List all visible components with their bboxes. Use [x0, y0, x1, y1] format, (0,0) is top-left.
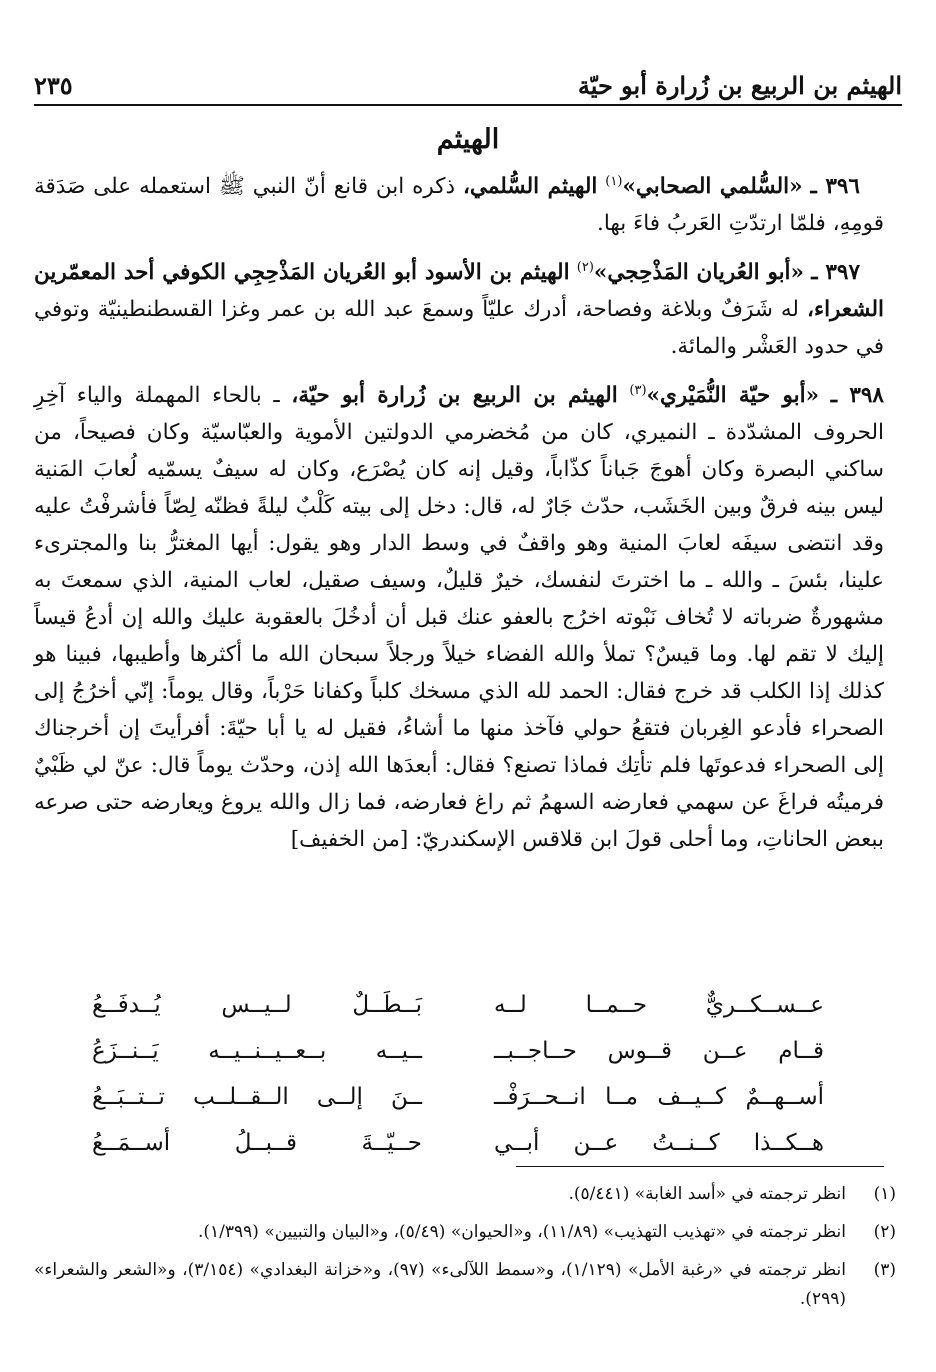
hemistich-second: حــيّــةَ قــبــلُ أســمَــعُ	[92, 1130, 422, 1156]
footnote	[34, 1256, 896, 1314]
verse	[92, 1074, 824, 1120]
hemistich-first: عــســكــريٌّ حــمــا لــه	[494, 992, 824, 1018]
entry-text: ـ بالحاء المهملة والياء آخِرِ الحروف المشدّدة ـ النميري، كان من مُخضرمي الدولتين الأموية والعبّاسيّة وكان فصيحاً، من ساكني البصرة وكان أهوجَ جَباناً كذّاباً، وقيل إنه كان يُصْرَع، وكان له سيفٌ يسمّيه لُعابَ المَنية ليس بينه فرقٌ وبين الخَشَب، حدّث جَارٌ له، قال: دخل إلى بيته كَلْبٌ ليلةً فظنّه لِصّاً فأشرفْتُ عليه وقد انتضى سيفَه لعابَ المنية وهو واقفٌ في وسط الدار وهو يقول: أيها المغترُّ بنا والمجترىء علينا، بئسَ ـ والله ـ ما اخترتَ لنفسك، خيرٌ قليلٌ، وسيف صقيل، لعاب المنية، الذي سمعتَ به مشهورةٌ ضرباته لا تُخاف نَبْوته اخرُج بالعفو عنك قبل أن أدخُلَ بالعقوبة عليك والله إن أدعُ قيساً إليك لا تقم لها. وما قيسٌ؟ تملأ والله الفضاء خيلاً ورجلاً سبحان الله ما أكثرها وأطيبها، فبينا هو كذلك إذا الكلب قد خرج فقال: الحمد لله الذي مسخك كلباً وكفانا حَرْباً، وقال يوماً: إنّي أخرُجُ إلى الصحراء فأدعو الغِربان فتقعُ حولي فآخذ منها ما أشاءُ، فقيل له يا أبا حيّةَ: أفرأيتَ إن أخرجناك إلى الصحراء فدعوتَها فلم تأتِك فماذا تصنع؟ فقال: أبعدَها الله إذن، وحدّث يوماً قال: عنّ لي ظَبْيٌ فرميتُه فراغَ عن سهمي فعارضه السهمُ ثم راغ فعارضه، فما زال والله يروغ ويعارضه حتى صرعه ببعض الحاناتِ، وما أحلى قولَ ابن قلاقس الإسكندريّ: [من الخفيف]	[34, 383, 884, 852]
hemistich-second: بَــطَــلٌ لــيــس يُــدفَــعُ	[92, 992, 422, 1018]
entry-396	[34, 168, 884, 242]
hemistich-second: ــيــه بــعــيــنــيــه يَــنــزَعُ	[92, 1038, 422, 1064]
footnote-number: (١)	[873, 1184, 896, 1204]
running-title: الهيثم بن الربيع بن زُرارة أبو حيّة	[577, 71, 902, 100]
person-name: الهيثم بن الربيع بن زُرارة أبو حيّة،	[291, 383, 618, 408]
entry-text: ذكره ابن قانع أنّ النبي ﷺ استعمله على صَدَقة قومِهِ، فلمّا ارتدّتِ العَربُ فاءَ بها.	[34, 174, 884, 236]
person-name: الهيثم بن الأسود أبو العُريان المَذْحِجِي الكوفي أحد المعمّرين الشعراء،	[34, 260, 884, 322]
page-number: ٢٣٥	[34, 71, 73, 100]
header-divider	[34, 104, 902, 106]
main-text	[34, 168, 884, 858]
footnote-text: انظر ترجمته في «أسد الغابة» (٥/٤٤١).	[568, 1184, 846, 1204]
hemistich-first: قــام عــن قــوس حــاجــبــ	[494, 1038, 824, 1064]
entry-text: له شَرَفٌ وبلاغة وفصاحة، أدرك عليّاً وسمعَ عبد الله بن عمر وغزا القسطنطينيّة وتوفي في حدود العَشْر والمائة.	[34, 297, 884, 359]
hemistich-first: هــكــذا كــنــتُ عــن أبــي	[494, 1130, 824, 1156]
footnote-number: (٣)	[873, 1260, 896, 1280]
poem	[92, 982, 824, 1166]
footnote-ref: (٣)	[629, 382, 647, 398]
footnotes	[34, 1180, 896, 1323]
footnote-text: انظر ترجمته في «تهذيب التهذيب» (١١/٨٩)، و«الحيوان» (٥/٤٩)، و«البيان والتبيين» (١/٣٩٩).	[197, 1222, 846, 1242]
footnote-ref: (١)	[605, 173, 623, 189]
footnote-number: (٢)	[873, 1222, 896, 1242]
entry-number: ٣٩٦ ـ	[810, 174, 860, 199]
person-name: الهيثم السُّلمي،	[462, 174, 598, 199]
running-header	[34, 54, 902, 100]
footnote-ref: (٢)	[576, 259, 594, 275]
entry-number: ٣٩٧ ـ	[811, 260, 860, 285]
section-title: الهيثم	[436, 124, 500, 155]
entry-398	[34, 377, 884, 858]
verse	[92, 1120, 824, 1166]
entry-397	[34, 254, 884, 365]
entry-name: «أبو حيّة النُّمَيْري»	[646, 383, 820, 408]
footnote	[34, 1218, 896, 1247]
entry-name: «أبو العُريان المَذْحِجي»	[593, 260, 804, 285]
footnote	[34, 1180, 896, 1209]
entry-name: «السُّلمي الصحابي»	[622, 174, 803, 199]
hemistich-first: أســهــمٌ كــيــف مــا انــحــرَفْــ	[494, 1084, 824, 1110]
hemistich-second: ــنَ إلــى الــقــلــب تــتــبَــعُ	[92, 1084, 422, 1110]
footnote-divider	[516, 1166, 884, 1167]
entry-number: ٣٩٨ ـ	[830, 383, 884, 408]
verse	[92, 1028, 824, 1074]
footnote-text: انظر ترجمته في «رغبة الأمل» (١/١٢٩)، و«سمط اللآلىء» (٩٧)، و«خزانة البغدادي» (٣/١٥٤)، و«الشعر والشعراء» (٢٩٩).	[34, 1260, 846, 1309]
verse	[92, 982, 824, 1028]
